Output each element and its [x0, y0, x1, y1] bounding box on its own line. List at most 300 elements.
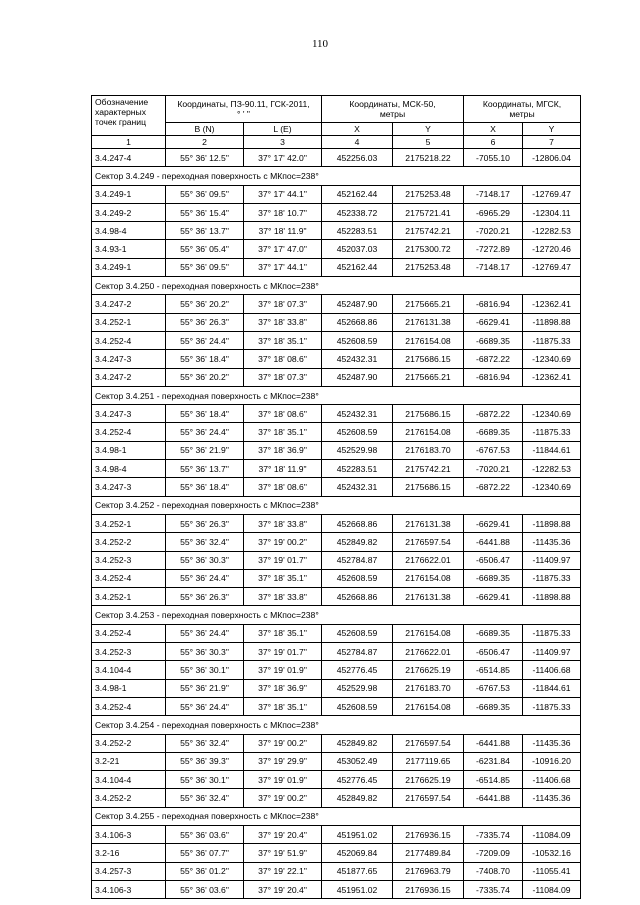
table-row	[92, 240, 581, 258]
point-designation-cell: 3.4.247-3	[92, 405, 166, 423]
msk-x-cell: 451951.02	[322, 880, 393, 898]
table-row	[92, 331, 581, 349]
latitude-cell: 55° 36' 21.9"	[166, 679, 244, 697]
mgsk-x-cell: -6629.41	[464, 514, 523, 532]
mgsk-y-cell: -11406.68	[523, 771, 581, 789]
table-row	[92, 771, 581, 789]
mgsk-x-cell: -7020.21	[464, 222, 523, 240]
msk-y-cell: 2176625.19	[393, 771, 464, 789]
msk-x-cell: 453052.49	[322, 752, 393, 770]
table-row	[92, 423, 581, 441]
sector-row	[92, 277, 581, 295]
mgsk-y-cell: -12769.47	[523, 258, 581, 276]
table-row	[92, 661, 581, 679]
point-designation-cell: 3.4.106-3	[92, 880, 166, 898]
pz-coords-header	[166, 96, 322, 123]
longitude-cell: 37° 19' 01.9"	[244, 661, 322, 679]
table-row	[92, 313, 581, 331]
table-header	[92, 96, 581, 149]
mgsk-x-cell: -6629.41	[464, 588, 523, 606]
mgsk-x-cell: -6816.94	[464, 295, 523, 313]
latitude-cell: 55° 36' 26.3"	[166, 313, 244, 331]
table-row	[92, 551, 581, 569]
table-row	[92, 185, 581, 203]
longitude-cell: 37° 18' 36.9"	[244, 679, 322, 697]
msk-y-cell: 2176131.38	[393, 514, 464, 532]
mgsk-y-cell: -11898.88	[523, 588, 581, 606]
mgsk-y-cell: -11409.97	[523, 551, 581, 569]
mgsk-y-cell: -11055.41	[523, 862, 581, 880]
point-designation-cell: 3.4.252-1	[92, 313, 166, 331]
latitude-cell: 55° 36' 13.7"	[166, 460, 244, 478]
col-number: 2	[166, 136, 244, 149]
latitude-cell: 55° 36' 32.4"	[166, 533, 244, 551]
longitude-cell: 37° 17' 42.0"	[244, 149, 322, 167]
mgsk-y-cell: -12340.69	[523, 350, 581, 368]
point-designation-cell: 3.2-21	[92, 752, 166, 770]
longitude-cell: 37° 18' 33.8"	[244, 313, 322, 331]
msk-y-cell: 2175665.21	[393, 295, 464, 313]
msk-y-cell: 2176131.38	[393, 588, 464, 606]
msk-y-cell: 2176154.08	[393, 569, 464, 587]
sector-title: Сектор 3.4.249 - переходная поверхность с МКпос=238°	[92, 167, 581, 185]
mgsk-x-cell: -6506.47	[464, 551, 523, 569]
longitude-cell: 37° 19' 00.2"	[244, 789, 322, 807]
mgsk-y-cell: -12720.46	[523, 240, 581, 258]
table-row	[92, 149, 581, 167]
mgsk-y-cell: -11898.88	[523, 514, 581, 532]
longitude-cell: 37° 19' 01.7"	[244, 551, 322, 569]
msk-y-cell: 2175742.21	[393, 460, 464, 478]
latitude-cell: 55° 36' 30.1"	[166, 771, 244, 789]
point-designation-cell: 3.4.93-1	[92, 240, 166, 258]
mgsk-x-cell: -6689.35	[464, 331, 523, 349]
msk-x-cell: 452784.87	[322, 643, 393, 661]
table-row	[92, 514, 581, 532]
mgsk-y-cell: -11435.36	[523, 533, 581, 551]
header-b: B (N)	[166, 123, 244, 136]
msk-x-cell: 452338.72	[322, 203, 393, 221]
mgsk-y-cell: -11435.36	[523, 789, 581, 807]
mgsk-x-cell: -6872.22	[464, 350, 523, 368]
mgsk-x-cell: -6872.22	[464, 478, 523, 496]
point-designation-cell: 3.4.252-4	[92, 624, 166, 642]
mgsk-x-cell: -7148.17	[464, 258, 523, 276]
mgsk-coords-title: Координаты, МГСК,	[482, 99, 562, 109]
mgsk-x-cell: -6514.85	[464, 771, 523, 789]
latitude-cell: 55° 36' 24.4"	[166, 331, 244, 349]
msk-y-cell: 2175742.21	[393, 222, 464, 240]
mgsk-x-cell: -6629.41	[464, 313, 523, 331]
header-x-msk: X	[322, 123, 393, 136]
mgsk-y-cell: -12282.53	[523, 460, 581, 478]
point-designation-cell: 3.4.247-2	[92, 368, 166, 386]
point-designation-cell: 3.2-16	[92, 844, 166, 862]
point-designation-cell: 3.4.249-2	[92, 203, 166, 221]
mgsk-x-cell: -7408.70	[464, 862, 523, 880]
point-designation-cell: 3.4.106-3	[92, 825, 166, 843]
latitude-cell: 55° 36' 12.5"	[166, 149, 244, 167]
mgsk-y-cell: -12304.11	[523, 203, 581, 221]
msk-x-cell: 452784.87	[322, 551, 393, 569]
mgsk-x-cell: -6767.53	[464, 679, 523, 697]
point-designation-cell: 3.4.252-3	[92, 643, 166, 661]
mgsk-x-cell: -6231.84	[464, 752, 523, 770]
msk-y-cell: 2175218.22	[393, 149, 464, 167]
point-designation-cell: 3.4.98-1	[92, 679, 166, 697]
sector-title: Сектор 3.4.250 - переходная поверхность с МКпос=238°	[92, 277, 581, 295]
msk-x-cell: 452608.59	[322, 331, 393, 349]
mgsk-x-cell: -7055.10	[464, 149, 523, 167]
msk-x-cell: 452608.59	[322, 624, 393, 642]
pz-coords-units: ° ' "	[237, 109, 250, 119]
msk-y-cell: 2176936.15	[393, 880, 464, 898]
msk-y-cell: 2176154.08	[393, 423, 464, 441]
sector-row	[92, 386, 581, 404]
mgsk-y-cell: -12362.41	[523, 368, 581, 386]
point-designation-cell: 3.4.247-3	[92, 478, 166, 496]
msk-x-cell: 452432.31	[322, 350, 393, 368]
mgsk-y-cell: -11875.33	[523, 624, 581, 642]
longitude-cell: 37° 18' 33.8"	[244, 588, 322, 606]
table-row	[92, 203, 581, 221]
msk-y-cell: 2175253.48	[393, 258, 464, 276]
msk-x-cell: 452432.31	[322, 478, 393, 496]
point-designation-cell: 3.4.98-4	[92, 222, 166, 240]
mgsk-x-cell: -7335.74	[464, 825, 523, 843]
mgsk-y-cell: -12769.47	[523, 185, 581, 203]
msk-coords-title: Координаты, МСК-50,	[349, 99, 436, 109]
mgsk-x-cell: -6514.85	[464, 661, 523, 679]
mgsk-y-cell: -11875.33	[523, 423, 581, 441]
table-row	[92, 478, 581, 496]
msk-y-cell: 2176963.79	[393, 862, 464, 880]
table-body	[92, 149, 581, 899]
msk-y-cell: 2176625.19	[393, 661, 464, 679]
table-row	[92, 533, 581, 551]
longitude-cell: 37° 17' 44.1"	[244, 185, 322, 203]
table-row	[92, 569, 581, 587]
latitude-cell: 55° 36' 26.3"	[166, 588, 244, 606]
msk-x-cell: 452487.90	[322, 295, 393, 313]
designation-header: Обозначение характерных точек границ	[92, 96, 166, 136]
point-designation-cell: 3.4.104-4	[92, 661, 166, 679]
mgsk-coords-header	[464, 96, 581, 123]
longitude-cell: 37° 19' 20.4"	[244, 825, 322, 843]
mgsk-y-cell: -11898.88	[523, 313, 581, 331]
point-designation-cell: 3.4.249-1	[92, 258, 166, 276]
table-row	[92, 862, 581, 880]
msk-x-cell: 452608.59	[322, 697, 393, 715]
msk-y-cell: 2176622.01	[393, 551, 464, 569]
msk-x-cell: 452162.44	[322, 258, 393, 276]
msk-x-cell: 452668.86	[322, 588, 393, 606]
latitude-cell: 55° 36' 32.4"	[166, 789, 244, 807]
latitude-cell: 55° 36' 18.4"	[166, 478, 244, 496]
latitude-cell: 55° 36' 24.4"	[166, 697, 244, 715]
msk-y-cell: 2176154.08	[393, 624, 464, 642]
mgsk-x-cell: -6506.47	[464, 643, 523, 661]
mgsk-x-cell: -6689.35	[464, 423, 523, 441]
point-designation-cell: 3.4.247-4	[92, 149, 166, 167]
point-designation-cell: 3.4.252-4	[92, 697, 166, 715]
mgsk-y-cell: -11844.61	[523, 441, 581, 459]
mgsk-y-cell: -10916.20	[523, 752, 581, 770]
longitude-cell: 37° 18' 33.8"	[244, 514, 322, 532]
mgsk-x-cell: -7272.89	[464, 240, 523, 258]
point-designation-cell: 3.4.252-3	[92, 551, 166, 569]
latitude-cell: 55° 36' 07.7"	[166, 844, 244, 862]
longitude-cell: 37° 18' 07.3"	[244, 368, 322, 386]
col-number: 7	[523, 136, 581, 149]
longitude-cell: 37° 18' 08.6"	[244, 350, 322, 368]
msk-y-cell: 2175686.15	[393, 350, 464, 368]
msk-x-cell: 452849.82	[322, 734, 393, 752]
latitude-cell: 55° 36' 39.3"	[166, 752, 244, 770]
longitude-cell: 37° 19' 29.9"	[244, 752, 322, 770]
latitude-cell: 55° 36' 24.4"	[166, 423, 244, 441]
msk-y-cell: 2176622.01	[393, 643, 464, 661]
mgsk-x-cell: -6689.35	[464, 697, 523, 715]
mgsk-y-cell: -12340.69	[523, 405, 581, 423]
sector-title: Сектор 3.4.255 - переходная поверхность с МКпос=238°	[92, 807, 581, 825]
table-row	[92, 368, 581, 386]
msk-x-cell: 452037.03	[322, 240, 393, 258]
table-row	[92, 460, 581, 478]
point-designation-cell: 3.4.252-4	[92, 423, 166, 441]
latitude-cell: 55° 36' 03.6"	[166, 880, 244, 898]
mgsk-y-cell: -11844.61	[523, 679, 581, 697]
longitude-cell: 37° 19' 20.4"	[244, 880, 322, 898]
msk-x-cell: 452529.98	[322, 441, 393, 459]
longitude-cell: 37° 19' 51.9"	[244, 844, 322, 862]
point-designation-cell: 3.4.98-4	[92, 460, 166, 478]
table-row	[92, 222, 581, 240]
point-designation-cell: 3.4.247-3	[92, 350, 166, 368]
latitude-cell: 55° 36' 09.5"	[166, 258, 244, 276]
table-row	[92, 789, 581, 807]
longitude-cell: 37° 18' 10.7"	[244, 203, 322, 221]
header-y-mgsk: Y	[523, 123, 581, 136]
longitude-cell: 37° 18' 11.9"	[244, 460, 322, 478]
point-designation-cell: 3.4.252-2	[92, 734, 166, 752]
longitude-cell: 37° 18' 07.3"	[244, 295, 322, 313]
mgsk-y-cell: -12806.04	[523, 149, 581, 167]
latitude-cell: 55° 36' 30.1"	[166, 661, 244, 679]
table-row	[92, 588, 581, 606]
longitude-cell: 37° 19' 01.7"	[244, 643, 322, 661]
longitude-cell: 37° 18' 35.1"	[244, 697, 322, 715]
table-row	[92, 624, 581, 642]
point-designation-cell: 3.4.257-3	[92, 862, 166, 880]
msk-x-cell: 452162.44	[322, 185, 393, 203]
msk-x-cell: 452256.03	[322, 149, 393, 167]
msk-y-cell: 2176597.54	[393, 734, 464, 752]
point-designation-cell: 3.4.252-4	[92, 331, 166, 349]
longitude-cell: 37° 19' 00.2"	[244, 533, 322, 551]
latitude-cell: 55° 36' 21.9"	[166, 441, 244, 459]
col-number: 6	[464, 136, 523, 149]
table-row	[92, 752, 581, 770]
point-designation-cell: 3.4.247-2	[92, 295, 166, 313]
table-row	[92, 295, 581, 313]
latitude-cell: 55° 36' 15.4"	[166, 203, 244, 221]
msk-coords-header	[322, 96, 464, 123]
msk-y-cell: 2175300.72	[393, 240, 464, 258]
col-number: 1	[92, 136, 166, 149]
msk-x-cell: 452776.45	[322, 661, 393, 679]
msk-y-cell: 2176131.38	[393, 313, 464, 331]
coordinates-table	[91, 95, 581, 899]
header-y-msk: Y	[393, 123, 464, 136]
latitude-cell: 55° 36' 09.5"	[166, 185, 244, 203]
msk-y-cell: 2175253.48	[393, 185, 464, 203]
point-designation-cell: 3.4.252-2	[92, 533, 166, 551]
mgsk-y-cell: -11409.97	[523, 643, 581, 661]
table-row	[92, 697, 581, 715]
longitude-cell: 37° 18' 35.1"	[244, 423, 322, 441]
msk-y-cell: 2177119.65	[393, 752, 464, 770]
latitude-cell: 55° 36' 30.3"	[166, 643, 244, 661]
msk-x-cell: 451877.65	[322, 862, 393, 880]
sector-row	[92, 167, 581, 185]
table-row	[92, 844, 581, 862]
mgsk-x-cell: -6441.88	[464, 734, 523, 752]
mgsk-x-cell: -6816.94	[464, 368, 523, 386]
col-number: 4	[322, 136, 393, 149]
msk-y-cell: 2175686.15	[393, 405, 464, 423]
point-designation-cell: 3.4.249-1	[92, 185, 166, 203]
table-row	[92, 258, 581, 276]
mgsk-y-cell: -12282.53	[523, 222, 581, 240]
msk-x-cell: 452608.59	[322, 423, 393, 441]
longitude-cell: 37° 18' 35.1"	[244, 331, 322, 349]
table-row	[92, 643, 581, 661]
msk-y-cell: 2176183.70	[393, 441, 464, 459]
mgsk-y-cell: -11406.68	[523, 661, 581, 679]
mgsk-x-cell: -7335.74	[464, 880, 523, 898]
mgsk-x-cell: -6767.53	[464, 441, 523, 459]
point-designation-cell: 3.4.252-1	[92, 514, 166, 532]
msk-x-cell: 452668.86	[322, 514, 393, 532]
msk-y-cell: 2176154.08	[393, 331, 464, 349]
mgsk-x-cell: -7020.21	[464, 460, 523, 478]
mgsk-y-cell: -11435.36	[523, 734, 581, 752]
longitude-cell: 37° 18' 11.9"	[244, 222, 322, 240]
table-row	[92, 880, 581, 898]
msk-x-cell: 452283.51	[322, 460, 393, 478]
msk-y-cell: 2175721.41	[393, 203, 464, 221]
longitude-cell: 37° 17' 44.1"	[244, 258, 322, 276]
mgsk-y-cell: -12362.41	[523, 295, 581, 313]
table-row	[92, 679, 581, 697]
latitude-cell: 55° 36' 24.4"	[166, 624, 244, 642]
latitude-cell: 55° 36' 20.2"	[166, 295, 244, 313]
mgsk-x-cell: -7148.17	[464, 185, 523, 203]
latitude-cell: 55° 36' 26.3"	[166, 514, 244, 532]
latitude-cell: 55° 36' 03.6"	[166, 825, 244, 843]
longitude-cell: 37° 18' 08.6"	[244, 405, 322, 423]
latitude-cell: 55° 36' 18.4"	[166, 405, 244, 423]
msk-x-cell: 452283.51	[322, 222, 393, 240]
mgsk-x-cell: -6689.35	[464, 624, 523, 642]
mgsk-y-cell: -10532.16	[523, 844, 581, 862]
msk-y-cell: 2175686.15	[393, 478, 464, 496]
point-designation-cell: 3.4.98-1	[92, 441, 166, 459]
msk-y-cell: 2176597.54	[393, 533, 464, 551]
mgsk-y-cell: -11875.33	[523, 697, 581, 715]
table-row	[92, 825, 581, 843]
sector-title: Сектор 3.4.251 - переходная поверхность с МКпос=238°	[92, 386, 581, 404]
table-row	[92, 350, 581, 368]
sector-title: Сектор 3.4.253 - переходная поверхность с МКпос=238°	[92, 606, 581, 624]
latitude-cell: 55° 36' 01.2"	[166, 862, 244, 880]
table-row	[92, 441, 581, 459]
sector-row	[92, 807, 581, 825]
msk-x-cell: 452069.84	[322, 844, 393, 862]
latitude-cell: 55° 36' 18.4"	[166, 350, 244, 368]
msk-y-cell: 2175665.21	[393, 368, 464, 386]
msk-x-cell: 452849.82	[322, 533, 393, 551]
page-number: 110	[311, 38, 329, 50]
mgsk-y-cell: -11084.09	[523, 825, 581, 843]
msk-x-cell: 452668.86	[322, 313, 393, 331]
msk-y-cell: 2176183.70	[393, 679, 464, 697]
msk-x-cell: 452432.31	[322, 405, 393, 423]
header-x-mgsk: X	[464, 123, 523, 136]
msk-coords-units: метры	[379, 109, 406, 119]
point-designation-cell: 3.4.252-1	[92, 588, 166, 606]
latitude-cell: 55° 36' 20.2"	[166, 368, 244, 386]
mgsk-y-cell: -11084.09	[523, 880, 581, 898]
point-designation-cell: 3.4.104-4	[92, 771, 166, 789]
mgsk-x-cell: -7209.09	[464, 844, 523, 862]
sector-row	[92, 496, 581, 514]
msk-x-cell: 452776.45	[322, 771, 393, 789]
latitude-cell: 55° 36' 13.7"	[166, 222, 244, 240]
col-number: 3	[244, 136, 322, 149]
msk-x-cell: 452849.82	[322, 789, 393, 807]
longitude-cell: 37° 19' 22.1"	[244, 862, 322, 880]
latitude-cell: 55° 36' 24.4"	[166, 569, 244, 587]
mgsk-x-cell: -6441.88	[464, 533, 523, 551]
sector-row	[92, 716, 581, 734]
table-row	[92, 734, 581, 752]
mgsk-x-cell: -6965.29	[464, 203, 523, 221]
msk-x-cell: 452487.90	[322, 368, 393, 386]
longitude-cell: 37° 17' 47.0"	[244, 240, 322, 258]
latitude-cell: 55° 36' 32.4"	[166, 734, 244, 752]
point-designation-cell: 3.4.252-2	[92, 789, 166, 807]
col-number: 5	[393, 136, 464, 149]
mgsk-y-cell: -11875.33	[523, 331, 581, 349]
msk-y-cell: 2177489.84	[393, 844, 464, 862]
longitude-cell: 37° 18' 36.9"	[244, 441, 322, 459]
mgsk-y-cell: -12340.69	[523, 478, 581, 496]
msk-y-cell: 2176154.08	[393, 697, 464, 715]
mgsk-x-cell: -6689.35	[464, 569, 523, 587]
msk-x-cell: 452608.59	[322, 569, 393, 587]
sector-title: Сектор 3.4.254 - переходная поверхность с МКпос=238°	[92, 716, 581, 734]
mgsk-x-cell: -6872.22	[464, 405, 523, 423]
header-l: L (E)	[244, 123, 322, 136]
msk-x-cell: 452529.98	[322, 679, 393, 697]
pz-coords-title: Координаты, ПЗ-90.11, ГСК-2011,	[177, 99, 310, 109]
msk-x-cell: 451951.02	[322, 825, 393, 843]
longitude-cell: 37° 19' 00.2"	[244, 734, 322, 752]
msk-y-cell: 2176936.15	[393, 825, 464, 843]
latitude-cell: 55° 36' 05.4"	[166, 240, 244, 258]
